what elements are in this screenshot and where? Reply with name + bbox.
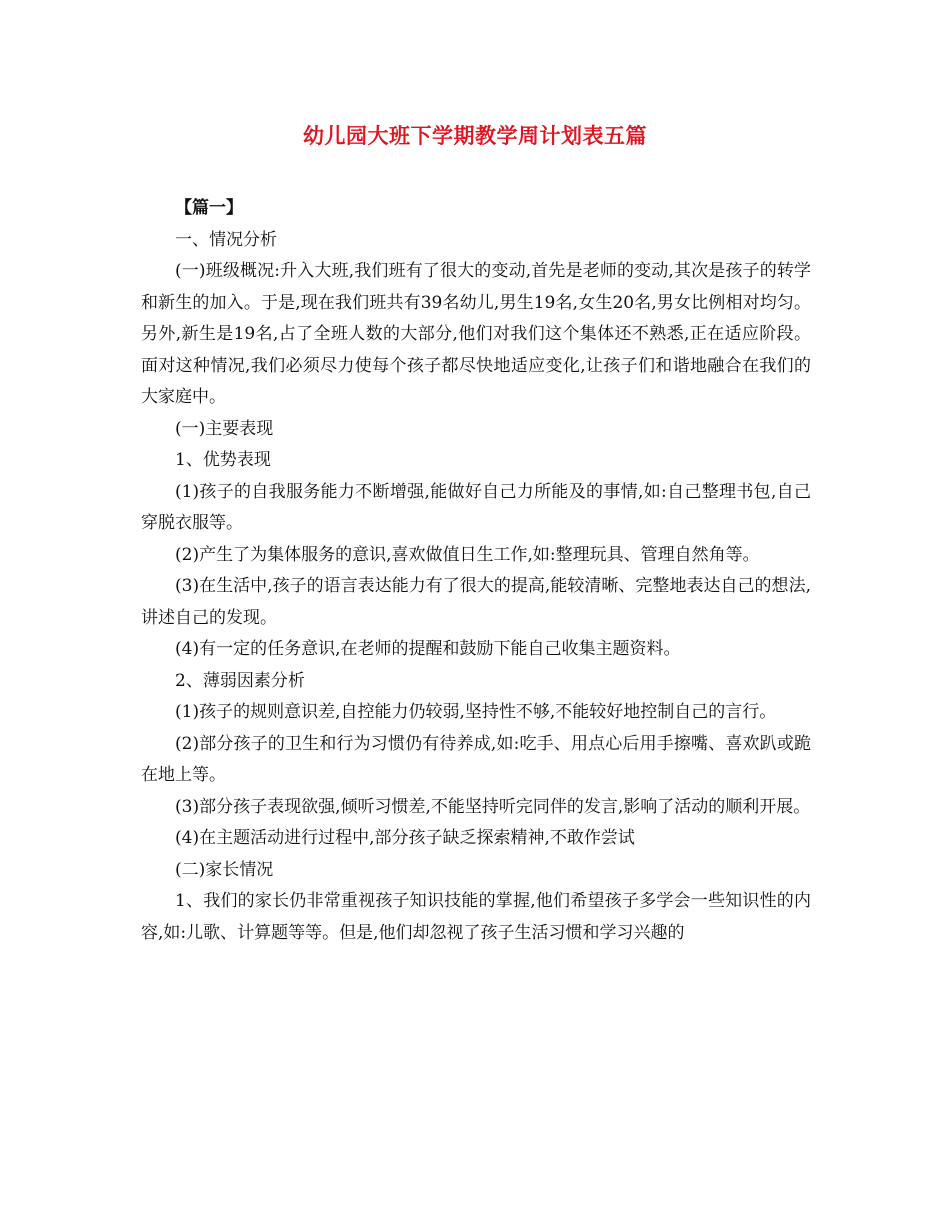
paragraph-weakness-2: (2)部分孩子的卫生和行为习惯仍有待养成,如:吃手、用点心后用手擦嘴、喜欢趴或跪在地上等。 bbox=[141, 733, 811, 785]
paragraph-parents-1: 1、我们的家长仍非常重视孩子知识技能的掌握,他们希望孩子多学会一些知识性的内容,如:儿歌、计算题等等。但是,他们却忽视了孩子生活习惯和学习兴趣的 bbox=[141, 891, 811, 943]
subheading-weaknesses: 2、薄弱因素分析 bbox=[175, 670, 305, 691]
paragraph-strength-4: (4)有一定的任务意识,在老师的提醒和鼓励下能自己收集主题资料。 bbox=[175, 639, 681, 659]
document-body bbox=[141, 193, 811, 949]
paragraph-class-overview: (一)班级概况:升入大班,我们班有了很大的变动,首先是老师的变动,其次是孩子的转学和新生的加入。于是,现在我们班共有39名幼儿,男生19名,女生20名,男女比例相对均匀。另外,新生是19名,占了全班人数的大部分,他们对我们这个集体还不熟悉,正在适应阶段。面对这种情况,我们必须尽力使每个孩子都尽快地适应变化,让孩子们和谐地融合在我们的大家庭中。 bbox=[141, 261, 811, 407]
document-title: 幼儿园大班下学期教学周计划表五篇 bbox=[303, 123, 647, 148]
paragraph-weakness-1: (1)孩子的规则意识差,自控能力仍较弱,坚持性不够,不能较好地控制自己的言行。 bbox=[175, 702, 777, 722]
paragraph-weakness-4: (4)在主题活动进行过程中,部分孩子缺乏探索精神,不敢作尝试 bbox=[175, 828, 635, 848]
paragraph-strength-3: (3)在生活中,孩子的语言表达能力有了很大的提高,能较清晰、完整地表达自己的想法,讲述自己的发现。 bbox=[141, 576, 811, 628]
subheading-parents: (二)家长情况 bbox=[175, 859, 274, 880]
paragraph-strength-1: (1)孩子的自我服务能力不断增强,能做好自己力所能及的事情,如:自己整理书包,自己穿脱衣服等。 bbox=[141, 481, 811, 533]
section-heading: 【篇一】 bbox=[175, 198, 243, 218]
subheading-strengths: 1、优势表现 bbox=[175, 450, 271, 470]
paragraph-weakness-3: (3)部分孩子表现欲强,倾听习惯差,不能坚持听完同伴的发言,影响了活动的顺利开展。 bbox=[175, 796, 811, 817]
subheading-situation-analysis: 一、情况分析 bbox=[175, 229, 277, 250]
paragraph-strength-2: (2)产生了为集体服务的意识,喜欢做值日生工作,如:整理玩具、管理自然角等。 bbox=[175, 544, 760, 565]
subheading-main-performance: (一)主要表现 bbox=[175, 418, 274, 439]
